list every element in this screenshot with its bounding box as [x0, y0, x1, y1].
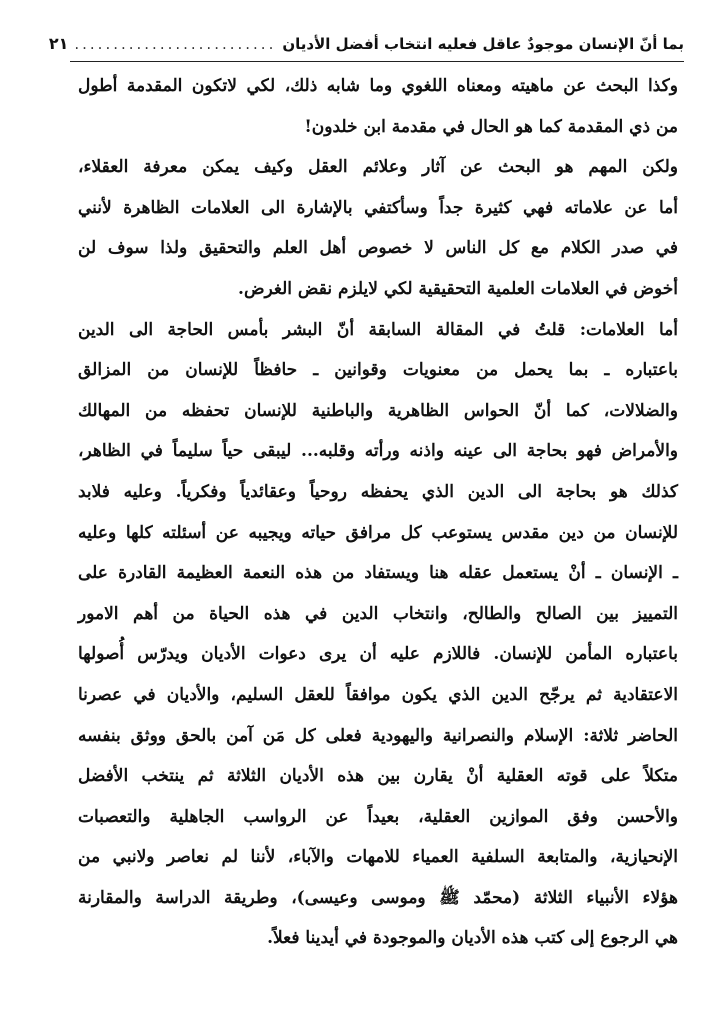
text-line: ـ الإنسان ـ أنْ يستعمل عقله هنا ويستفاد من هذه النعمة العظيمة القادرة على — [78, 563, 678, 584]
text-line: كذلك هو بحاجة الى الدين الذي يحفظه روحياً وعقائدياً وفكرياً. وعليه فلابد — [78, 481, 678, 502]
text-line: الإنحيازية، والمتابعة السلفية العمياء للامهات والآباء، لأننا لم نعاصر ولانبي من — [78, 847, 678, 868]
text-line: والأحسن وفق الموازين العقلية، بعيداً عن الرواسب الجاهلية والتعصبات — [78, 806, 678, 827]
text-line: والأمراض فهو بحاجة الى عينه واذنه ورأته وقلبه... ليبقى حياً سليماً في الظاهر، — [78, 441, 678, 462]
text-line: أما عن علاماته فهي كثيرة جداً وسأكتفي بالإشارة الى العلامات الظاهرة لأنني — [78, 197, 678, 218]
page-number: ٢١ — [48, 34, 69, 53]
text-line: باعتباره ـ بما يحمل من معنويات وقوانين ـ حافظاً للإنسان من المزالق — [78, 360, 678, 381]
text-line: وكذا البحث عن ماهيته ومعناه اللغوي وما شابه ذلك، لكي لاتكون المقدمة أطول — [78, 76, 678, 96]
text-line: أخوض في العلامات العلمية التحقيقية لكي لايلزم نقض الغرض. — [238, 278, 678, 299]
text-line: والضلالات، كما أنّ الحواس الظاهرية والباطنية للإنسان تحفظه من المهالك — [78, 400, 678, 421]
text-line: هؤلاء الأنبياء الثلاثة (محمّد ﷺ وموسى وعيسى)، وطريقة الدراسة والمقارنة — [78, 887, 678, 908]
running-title: بما أنّ الإنسان موجودٌ عاقل فعليه انتخاب أفضل الأديان — [282, 34, 684, 53]
text-line: باعتباره المأمن للإنسان. فاللازم عليه أن يرى دعوات الأديان ويدرّس أُصولها — [78, 644, 678, 665]
header-leader-dots: .......................... — [74, 34, 277, 53]
text-line: التمييز بين الصالح والطالح، وانتخاب الدين في هذه الحياة من أهم الامور — [78, 603, 678, 624]
text-line: للإنسان من دين مقدس يستوعب كل مرافق حياته ويجيبه عن أسئلته كلها وعليه — [78, 522, 678, 543]
text-line: من ذي المقدمة كما هو الحال في مقدمة ابن خلدون! — [304, 116, 678, 137]
text-line: هي الرجوع إلى كتب هذه الأديان والموجودة في أيدينا فعلاً. — [267, 928, 678, 949]
text-line: الحاضر ثلاثة: الإسلام والنصرانية واليهودية فعلى كل مَن آمن بالحق ووثق بنفسه — [78, 725, 678, 746]
body-text — [78, 66, 678, 959]
text-line: أما العلامات: قلتُ في المقالة السابقة أنّ البشر بأمس الحاجة الى الدين — [78, 319, 678, 340]
text-line: الاعتقادية ثم يرجّح الدين الذي يكون موافقاً للعقل السليم، والأديان في عصرنا — [78, 684, 678, 705]
text-line: في صدر الكلام مع كل الناس لا خصوص أهل العلم والتحقيق ولذا سوف لن — [78, 238, 678, 259]
text-line: ولكن المهم هو البحث عن آثار وعلائم العقل وكيف يمكن معرفة العقلاء، — [78, 157, 678, 178]
text-line: متكلاً على قوته العقلية أنْ يقارن بين هذه الأديان الثلاثة ثم ينتخب الأفضل — [78, 766, 678, 787]
page-header — [48, 28, 684, 62]
